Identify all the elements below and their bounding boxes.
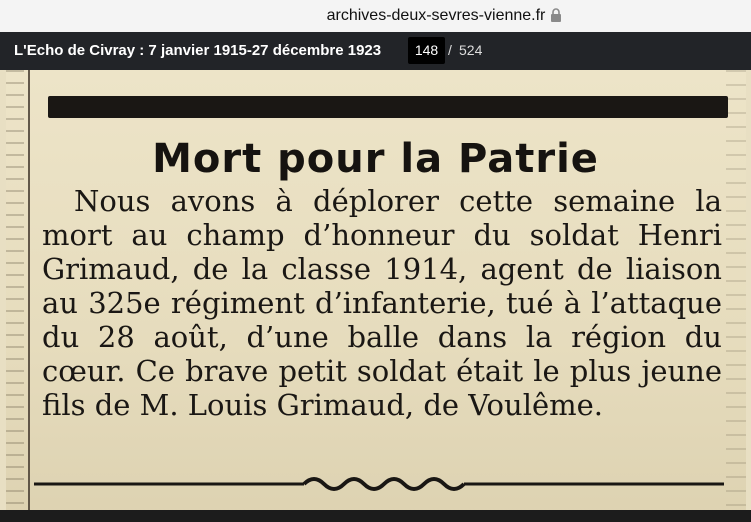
page-bottom-edge xyxy=(0,510,751,522)
url-text[interactable]: archives-deux-sevres-vienne.fr xyxy=(326,7,546,24)
lock-icon xyxy=(550,8,564,24)
article-paragraph: Nous avons à déplorer cette semaine la mort au champ d’honneur du soldat Henri Grimaud, de la classe 1914, agent de liaison au 325e régiment d’infanterie, tué à l’attaque du 28 août, d’une balle dans la région du cœur. Ce brave petit soldat était le plus jeune fils de M. Louis Grimaud, de Voulême. xyxy=(42,184,722,422)
viewer-toolbar xyxy=(0,32,751,70)
page-number-input[interactable]: 148 xyxy=(408,37,445,64)
page-separator: / xyxy=(448,42,452,58)
article-headline: Mort pour la Patrie xyxy=(152,136,599,182)
section-rule xyxy=(48,96,728,118)
document-title: L'Echo de Civray : 7 janvier 1915-27 décembre 1923 xyxy=(14,42,382,59)
browser-url-bar[interactable] xyxy=(0,0,751,33)
document-viewport[interactable] xyxy=(0,70,751,522)
decorative-wavy-rule xyxy=(34,474,724,494)
page-total: 524 xyxy=(459,42,483,58)
article-body xyxy=(42,184,722,422)
